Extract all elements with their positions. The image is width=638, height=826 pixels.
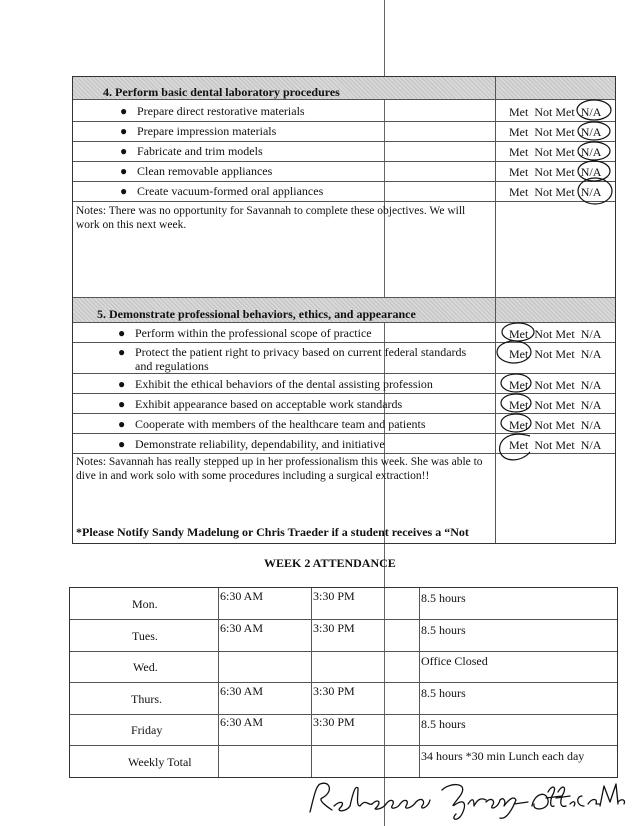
time-out: 3:30 PM xyxy=(313,715,355,729)
section-4-notes: Notes: There was no opportunity for Savannah to complete these objectives. We will work on this next week. xyxy=(76,205,466,231)
time-out: 3:30 PM xyxy=(313,621,355,635)
bullet-icon: ● xyxy=(120,144,128,158)
circle-mark xyxy=(578,142,610,160)
bullet-icon: ● xyxy=(120,164,128,178)
status-options: Met Not Met N/A xyxy=(509,398,602,412)
list-item: ● Clean removable appliances xyxy=(120,164,273,178)
circle-mark xyxy=(501,414,531,432)
status-options: Met Not Met N/A xyxy=(509,347,602,361)
hours-worked: 8.5 hours xyxy=(421,717,466,731)
bullet-icon: ● xyxy=(118,326,126,340)
bullet-icon: ● xyxy=(118,397,126,411)
list-item: ● Exhibit appearance based on acceptable work standards xyxy=(118,397,403,411)
time-in: 6:30 AM xyxy=(220,621,264,635)
day-label: Friday xyxy=(131,723,163,737)
time-out: 3:30 PM xyxy=(313,684,355,698)
circle-mark xyxy=(578,178,612,204)
list-item: ● Prepare direct restorative materials xyxy=(120,104,305,118)
circle-mark xyxy=(501,374,531,392)
row-rule xyxy=(70,651,617,652)
row-rule xyxy=(70,745,617,746)
time-in: 6:30 AM xyxy=(220,715,264,729)
bullet-icon: ● xyxy=(118,377,126,391)
time-out: 3:30 PM xyxy=(313,589,355,603)
row-rule xyxy=(70,619,617,620)
circle-mark xyxy=(501,394,531,412)
handwritten-signature xyxy=(300,776,630,824)
notify-instruction: *Please Notify Sandy Madelung or Chris Traeder if a student receives a “Not xyxy=(76,525,469,539)
day-label: Weekly Total xyxy=(128,755,192,769)
list-item: ● Fabricate and trim models xyxy=(120,144,263,158)
status-options: Met Not Met N/A xyxy=(509,145,602,159)
hours-worked: 34 hours *30 min Lunch each day xyxy=(421,749,585,763)
bullet-icon: ● xyxy=(120,124,128,138)
status-options: Met Not Met N/A xyxy=(509,327,602,341)
status-options: Met Not Met N/A xyxy=(509,185,602,199)
list-item: ● Perform within the professional scope of practice xyxy=(118,326,372,340)
circle-mark xyxy=(577,100,611,120)
bullet-icon: ● xyxy=(118,437,126,451)
status-options: Met Not Met N/A xyxy=(509,165,602,179)
circle-mark xyxy=(578,122,610,140)
hours-worked: 8.5 hours xyxy=(421,623,466,637)
list-item: ● Demonstrate reliability, dependability, and initiative xyxy=(118,437,385,451)
hours-worked: 8.5 hours xyxy=(421,686,466,700)
list-item: ● Protect the patient right to privacy based on current federal standards and regulations xyxy=(118,345,467,373)
section-5-notes: Notes: Savannah has really stepped up in her professionalism this week. She was able to dive in and work solo with some procedures including a surgical extraction!! xyxy=(76,456,483,482)
hours-worked: 8.5 hours xyxy=(421,591,466,605)
time-in: 6:30 AM xyxy=(220,589,264,603)
hours-worked: Office Closed xyxy=(421,654,488,668)
list-item: ● Exhibit the ethical behaviors of the dental assisting profession xyxy=(118,377,433,391)
list-item: ● Cooperate with members of the healthcare team and patients xyxy=(118,417,426,431)
section-5-title: 5. Demonstrate professional behaviors, ethics, and appearance xyxy=(97,307,416,321)
status-options: Met Not Met N/A xyxy=(509,378,602,392)
bullet-icon: ● xyxy=(118,417,126,431)
time-in: 6:30 AM xyxy=(220,684,264,698)
bullet-icon: ● xyxy=(120,104,128,118)
row-rule xyxy=(70,682,617,683)
list-item: ● Prepare impression materials xyxy=(120,124,277,138)
status-options: Met Not Met N/A xyxy=(509,438,602,452)
attendance-title: WEEK 2 ATTENDANCE xyxy=(264,556,396,570)
status-options: Met Not Met N/A xyxy=(509,105,602,119)
attendance-table xyxy=(69,587,618,778)
day-label: Wed. xyxy=(133,660,158,674)
list-item: ● Create vacuum-formed oral appliances xyxy=(120,184,324,198)
circle-mark xyxy=(497,341,531,363)
day-label: Tues. xyxy=(132,629,158,643)
day-label: Mon. xyxy=(132,597,158,611)
section-4-title: 4. Perform basic dental laboratory procedures xyxy=(103,85,340,99)
status-options: Met Not Met N/A xyxy=(509,418,602,432)
bullet-icon: ● xyxy=(120,184,128,198)
circle-mark xyxy=(502,323,534,341)
circle-mark xyxy=(500,434,530,460)
status-options: Met Not Met N/A xyxy=(509,125,602,139)
day-label: Thurs. xyxy=(131,692,162,706)
bullet-icon: ● xyxy=(118,345,126,359)
